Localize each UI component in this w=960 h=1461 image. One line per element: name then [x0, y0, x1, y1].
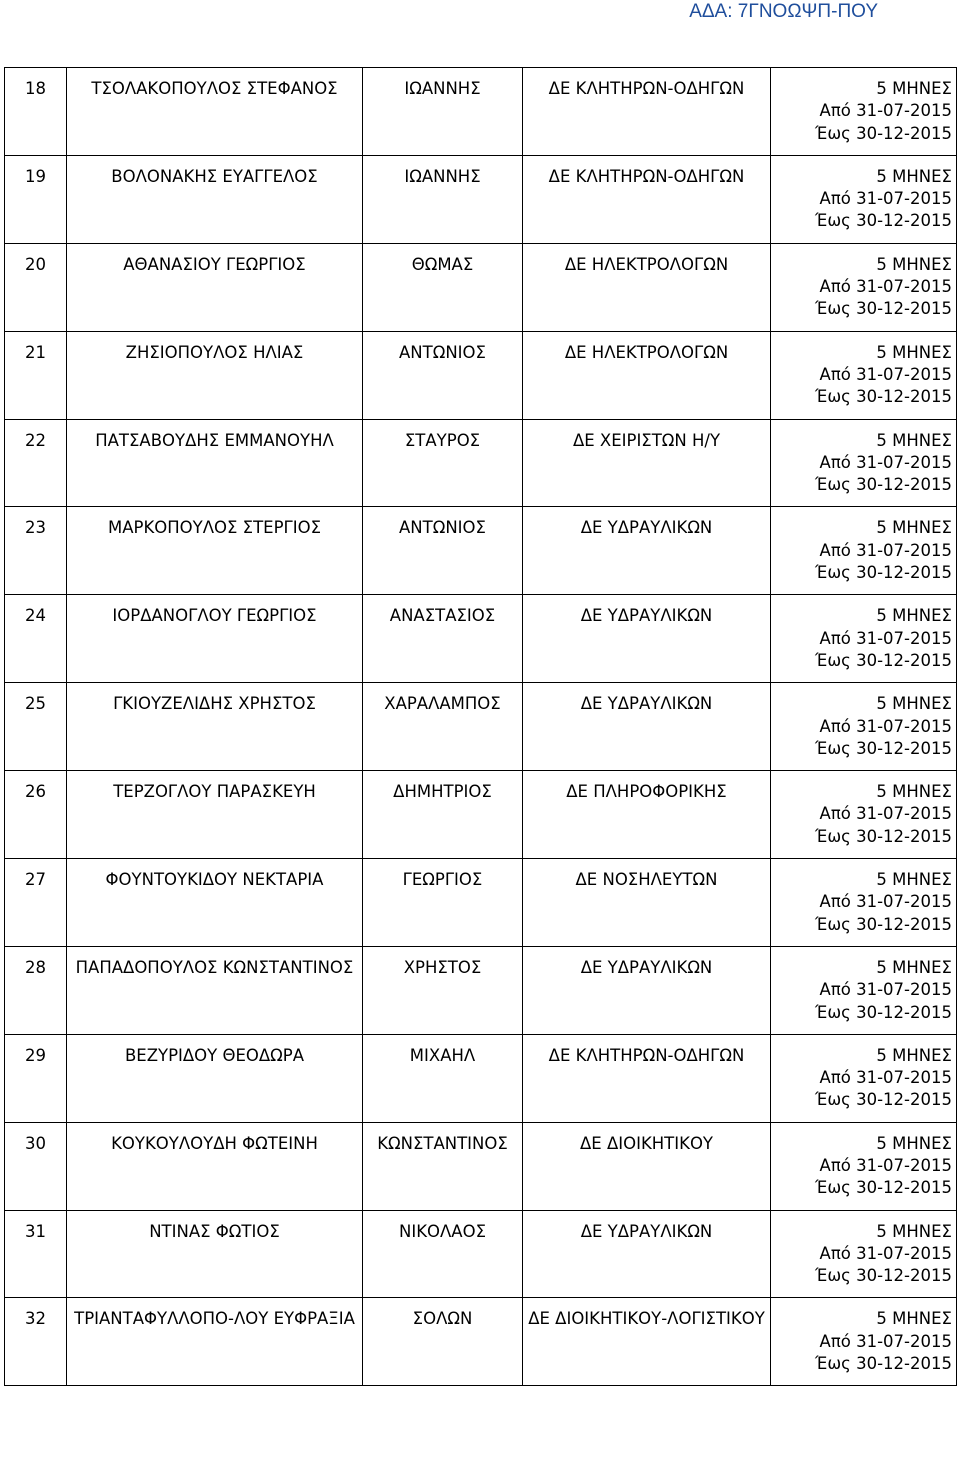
row-number: 21	[5, 331, 67, 419]
row-number: 20	[5, 243, 67, 331]
period-to: Έως 30-12-2015	[815, 299, 952, 319]
specialty: ΔΕ ΚΛΗΤΗΡΩΝ-ΟΔΗΓΩΝ	[523, 68, 771, 156]
table-row	[5, 419, 957, 507]
period-to: Έως 30-12-2015	[815, 563, 952, 583]
contract-period	[771, 68, 957, 156]
period-to: Έως 30-12-2015	[815, 1002, 952, 1022]
period-from: Από 31-07-2015	[819, 892, 952, 912]
period-from: Από 31-07-2015	[819, 277, 952, 297]
period-duration: 5 ΜΗΝΕΣ	[876, 79, 952, 98]
full-name: ΝΤΙΝΑΣ ΦΩΤΙΟΣ	[67, 1210, 363, 1298]
ada-code: ΑΔΑ: 7ΓΝΟΩΨΠ-ΠΟΥ	[689, 1, 878, 22]
period-duration: 5 ΜΗΝΕΣ	[876, 1309, 952, 1329]
contract-period	[771, 1298, 957, 1386]
specialty: ΔΕ ΧΕΙΡΙΣΤΩΝ Η/Υ	[523, 419, 771, 507]
full-name: ΤΕΡΖΟΓΛΟΥ ΠΑΡΑΣΚΕΥΗ	[67, 771, 363, 859]
period-duration: 5 ΜΗΝΕΣ	[876, 342, 952, 362]
period-to: Έως 30-12-2015	[815, 1354, 952, 1374]
contract-period	[771, 595, 957, 683]
specialty: ΔΕ ΗΛΕΚΤΡΟΛΟΓΩΝ	[523, 331, 771, 419]
table-row	[5, 683, 957, 771]
period-to: Έως 30-12-2015	[815, 1178, 952, 1198]
period-duration: 5 ΜΗΝΕΣ	[876, 430, 952, 450]
period-to: Έως 30-12-2015	[815, 211, 952, 231]
father-name: ΚΩΝΣΤΑΝΤΙΝΟΣ	[363, 1122, 523, 1210]
contract-period	[771, 243, 957, 331]
father-name: ΙΩΑΝΝΗΣ	[363, 155, 523, 243]
staff-table-body	[5, 68, 957, 1386]
table-row	[5, 1298, 957, 1386]
period-duration: 5 ΜΗΝΕΣ	[876, 1045, 952, 1065]
specialty: ΔΕ ΥΔΡΑΥΛΙΚΩΝ	[523, 1210, 771, 1298]
row-number: 23	[5, 507, 67, 595]
specialty: ΔΕ ΠΛΗΡΟΦΟΡΙΚΗΣ	[523, 771, 771, 859]
period-from: Από 31-07-2015	[819, 189, 952, 209]
period-from: Από 31-07-2015	[819, 101, 952, 121]
row-number: 18	[5, 68, 67, 156]
specialty: ΔΕ ΗΛΕΚΤΡΟΛΟΓΩΝ	[523, 243, 771, 331]
father-name: ΙΩΑΝΝΗΣ	[363, 68, 523, 156]
period-from: Από 31-07-2015	[819, 364, 952, 384]
father-name: ΑΝΤΩΝΙΟΣ	[363, 507, 523, 595]
father-name: ΓΕΩΡΓΙΟΣ	[363, 859, 523, 947]
period-from: Από 31-07-2015	[819, 804, 952, 824]
contract-period	[771, 507, 957, 595]
specialty: ΔΕ ΔΙΟΙΚΗΤΙΚΟΥ-ΛΟΓΙΣΤΙΚΟΥ	[523, 1298, 771, 1386]
table-row	[5, 155, 957, 243]
row-number: 27	[5, 859, 67, 947]
father-name: ΘΩΜΑΣ	[363, 243, 523, 331]
contract-period	[771, 683, 957, 771]
period-from: Από 31-07-2015	[819, 1243, 952, 1263]
specialty: ΔΕ ΥΔΡΑΥΛΙΚΩΝ	[523, 946, 771, 1034]
father-name: ΝΙΚΟΛΑΟΣ	[363, 1210, 523, 1298]
row-number: 28	[5, 946, 67, 1034]
full-name: ΑΘΑΝΑΣΙΟΥ ΓΕΩΡΓΙΟΣ	[67, 243, 363, 331]
full-name: ΦΟΥΝΤΟΥΚΙΔΟΥ ΝΕΚΤΑΡΙΑ	[67, 859, 363, 947]
period-to: Έως 30-12-2015	[815, 1266, 952, 1286]
table-row	[5, 595, 957, 683]
table-row	[5, 1210, 957, 1298]
specialty: ΔΕ ΚΛΗΤΗΡΩΝ-ΟΔΗΓΩΝ	[523, 1034, 771, 1122]
father-name: ΑΝΤΩΝΙΟΣ	[363, 331, 523, 419]
table-row	[5, 1122, 957, 1210]
father-name: ΧΡΗΣΤΟΣ	[363, 946, 523, 1034]
father-name: ΣΟΛΩΝ	[363, 1298, 523, 1386]
specialty: ΔΕ ΥΔΡΑΥΛΙΚΩΝ	[523, 595, 771, 683]
row-number: 30	[5, 1122, 67, 1210]
specialty: ΔΕ ΥΔΡΑΥΛΙΚΩΝ	[523, 683, 771, 771]
specialty: ΔΕ ΔΙΟΙΚΗΤΙΚΟΥ	[523, 1122, 771, 1210]
contract-period	[771, 419, 957, 507]
father-name: ΧΑΡΑΛΑΜΠΟΣ	[363, 683, 523, 771]
contract-period	[771, 859, 957, 947]
period-to: Έως 30-12-2015	[815, 123, 952, 143]
table-row	[5, 331, 957, 419]
period-from: Από 31-07-2015	[819, 540, 952, 560]
contract-period	[771, 946, 957, 1034]
staff-table	[4, 67, 957, 1386]
contract-period	[771, 155, 957, 243]
table-row	[5, 507, 957, 595]
row-number: 19	[5, 155, 67, 243]
row-number: 31	[5, 1210, 67, 1298]
table-row	[5, 68, 957, 156]
period-duration: 5 ΜΗΝΕΣ	[876, 518, 952, 538]
row-number: 22	[5, 419, 67, 507]
full-name: ΤΡΙΑΝΤΑΦΥΛΛΟΠΟ-ΛΟΥ ΕΥΦΡΑΞΙΑ	[67, 1298, 363, 1386]
contract-period	[771, 1210, 957, 1298]
row-number: 24	[5, 595, 67, 683]
row-number: 32	[5, 1298, 67, 1386]
period-duration: 5 ΜΗΝΕΣ	[876, 694, 952, 714]
contract-period	[771, 1034, 957, 1122]
table-row	[5, 859, 957, 947]
period-from: Από 31-07-2015	[819, 1331, 952, 1351]
period-from: Από 31-07-2015	[819, 980, 952, 1000]
period-duration: 5 ΜΗΝΕΣ	[876, 870, 952, 890]
full-name: ΙΟΡΔΑΝΟΓΛΟΥ ΓΕΩΡΓΙΟΣ	[67, 595, 363, 683]
row-number: 25	[5, 683, 67, 771]
period-from: Από 31-07-2015	[819, 1068, 952, 1088]
full-name: ΚΟΥΚΟΥΛΟΥΔΗ ΦΩΤΕΙΝΗ	[67, 1122, 363, 1210]
period-to: Έως 30-12-2015	[815, 387, 952, 407]
period-from: Από 31-07-2015	[819, 1155, 952, 1175]
row-number: 26	[5, 771, 67, 859]
full-name: ΒΟΛΟΝΑΚΗΣ ΕΥΑΓΓΕΛΟΣ	[67, 155, 363, 243]
specialty: ΔΕ ΚΛΗΤΗΡΩΝ-ΟΔΗΓΩΝ	[523, 155, 771, 243]
period-to: Έως 30-12-2015	[815, 826, 952, 846]
full-name: ΤΣΟΛΑΚΟΠΟΥΛΟΣ ΣΤΕΦΑΝΟΣ	[67, 68, 363, 156]
period-duration: 5 ΜΗΝΕΣ	[876, 606, 952, 626]
period-duration: 5 ΜΗΝΕΣ	[876, 1133, 952, 1153]
contract-period	[771, 331, 957, 419]
period-from: Από 31-07-2015	[819, 628, 952, 648]
period-duration: 5 ΜΗΝΕΣ	[876, 782, 952, 802]
period-duration: 5 ΜΗΝΕΣ	[876, 957, 952, 977]
row-number: 29	[5, 1034, 67, 1122]
table-row	[5, 1034, 957, 1122]
full-name: ΒΕΖΥΡΙΔΟΥ ΘΕΟΔΩΡΑ	[67, 1034, 363, 1122]
father-name: ΜΙΧΑΗΛ	[363, 1034, 523, 1122]
period-duration: 5 ΜΗΝΕΣ	[876, 254, 952, 274]
period-duration: 5 ΜΗΝΕΣ	[876, 166, 952, 186]
full-name: ΠΑΤΣΑΒΟΥΔΗΣ ΕΜΜΑΝΟΥΗΛ	[67, 419, 363, 507]
father-name: ΔΗΜΗΤΡΙΟΣ	[363, 771, 523, 859]
specialty: ΔΕ ΥΔΡΑΥΛΙΚΩΝ	[523, 507, 771, 595]
full-name: ΓΚΙΟΥΖΕΛΙΔΗΣ ΧΡΗΣΤΟΣ	[67, 683, 363, 771]
period-duration: 5 ΜΗΝΕΣ	[876, 1221, 952, 1241]
specialty: ΔΕ ΝΟΣΗΛΕΥΤΩΝ	[523, 859, 771, 947]
contract-period	[771, 771, 957, 859]
full-name: ΖΗΣΙΟΠΟΥΛΟΣ ΗΛΙΑΣ	[67, 331, 363, 419]
table-row	[5, 946, 957, 1034]
period-from: Από 31-07-2015	[819, 716, 952, 736]
period-to: Έως 30-12-2015	[815, 1090, 952, 1110]
full-name: ΜΑΡΚΟΠΟΥΛΟΣ ΣΤΕΡΓΙΟΣ	[67, 507, 363, 595]
contract-period	[771, 1122, 957, 1210]
father-name: ΣΤΑΥΡΟΣ	[363, 419, 523, 507]
period-to: Έως 30-12-2015	[815, 475, 952, 495]
father-name: ΑΝΑΣΤΑΣΙΟΣ	[363, 595, 523, 683]
period-to: Έως 30-12-2015	[815, 650, 952, 670]
period-to: Έως 30-12-2015	[815, 914, 952, 934]
period-from: Από 31-07-2015	[819, 452, 952, 472]
table-row	[5, 771, 957, 859]
table-row	[5, 243, 957, 331]
full-name: ΠΑΠΑΔΟΠΟΥΛΟΣ ΚΩΝΣΤΑΝΤΙΝΟΣ	[67, 946, 363, 1034]
period-to: Έως 30-12-2015	[815, 738, 952, 758]
